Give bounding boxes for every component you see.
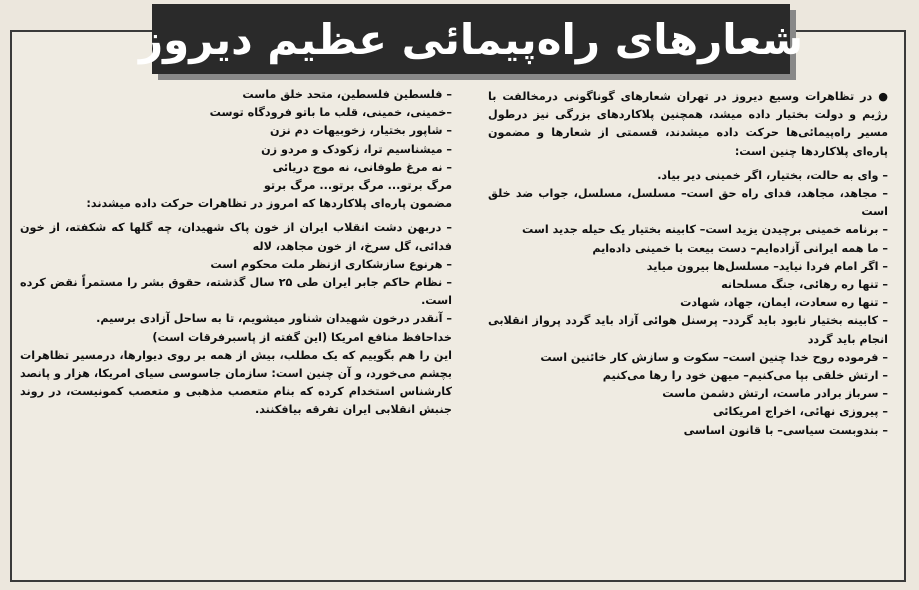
slogan-item: – پیروزی نهائی، اخراج امریکائی xyxy=(712,405,888,419)
slogan-item: مرگ برتو... مرگ برتو... مرگ برتو xyxy=(263,179,452,193)
slogan-item: – اگر امام فردا نیاید– مسلسل‌ها بیرون میاید xyxy=(646,259,888,273)
left-column xyxy=(20,86,452,420)
placard-item: – دربهن دشت انقلاب ایران از خون پاک شهیدان، چه گلها که شکفته، از خون فدائی، گل سرخ، از خون مجاهد، لاله xyxy=(20,221,452,253)
slogan-item: –خمینی، خمینی، قلب ما باتو فرودگاه توست xyxy=(209,106,452,120)
intro-paragraph: ● در تظاهرات وسیع دیروز در تهران شعارهای گوناگونی درمخالفت با رژیم و دولت بختیار داده میشد، همچنین پلاکاردهای بزرگی نیز درطول مسیر راه‌پیمائی‌ها حرکت داده میشدند، قسمتی از شعارها و مضمون پاره‌ای پلاکاردها چنین است: xyxy=(488,90,888,158)
slogan-item: – برنامه خمینی برچیدن یزید است– کابینه بختیار یک حیله جدید است xyxy=(522,223,888,237)
slogan-item: – میشناسیم ترا، زکودک و مردو زن xyxy=(261,142,452,156)
right-column xyxy=(488,88,888,440)
placard-item: – آنقدر درخون شهیدان شناور میشویم، تا به ساحل آزادی برسیم. xyxy=(96,312,452,326)
placards-intro: مضمون پاره‌ای پلاکاردها که امروز در تظاهرات حرکت داده میشدند: xyxy=(86,197,452,211)
slogan-item: – فرموده روح خدا چنین است– سکوت و سازش کار خائنین است xyxy=(540,350,888,364)
slogan-item: – شاپور بختیار، زخوبیهات دم نزن xyxy=(270,124,452,138)
headline-banner xyxy=(138,4,804,74)
slogan-item: – بندوبست سیاسی– با قانون اساسی xyxy=(683,423,888,437)
slogan-item: – تنها ره سعادت، ایمان، جهاد، شهادت xyxy=(680,296,888,310)
slogan-item: – وای به حالت، بختیار، اگر خمینی دیر بیاد. xyxy=(657,168,888,182)
slogan-item: – مجاهد، مجاهد، فدای راه حق است– مسلسل، مسلسل، جواب ضد خلق است xyxy=(488,187,888,219)
slogan-item: – تنها ره رهائی، جنگ مسلحانه xyxy=(721,278,888,292)
slogan-item: – نه مرغ طوفانی، نه موج دریائی xyxy=(272,160,452,174)
placard-item: – نظام حاکم جابر ایران طی ۲۵ سال گذشته، حقوق بشر را مستمراً نقض کرده است. xyxy=(20,276,452,308)
slogan-item: – کابینه بختیار نابود باید گردد– پرسنل هوائی آزاد باید گردد پرواز انقلابی انجام باید گردد xyxy=(488,314,888,346)
slogan-item: – سرباز برادر ماست، ارتش دشمن ماست xyxy=(662,387,888,401)
placard-item: – هرنوع سازشکاری ازنظر ملت محکوم است xyxy=(210,257,452,271)
headline: شعارهای راه‌پیمائی عظیم دیروز xyxy=(138,14,804,64)
slogan-item: – ارتش خلقی بپا می‌کنیم– میهن خود را رها می‌کنیم xyxy=(602,369,888,383)
placard-item: خداحافظ منافع امریکا (این گفته از پاسبرفرقات است) xyxy=(152,330,452,344)
slogan-item: – ما همه ایرانی آزاده‌ایم– دست بیعت با خمینی داده‌ایم xyxy=(592,241,888,255)
slogan-item: – فلسطین فلسطین، متحد خلق ماست xyxy=(242,88,452,101)
closing-paragraph: این را هم بگوییم که یک مطلب، بیش از همه بر روی دیوارها، درمسیر تظاهرات بچشم می‌خورد، و آن چنین است: سازمان جاسوسی سیای امریکا، هزار و پانصد کارشناس استخدام کرده که بنام متعصب مذهبی و متعصب کمونیست، در روند جنبش انقلابی ایران تفرقه بیافکنند. xyxy=(20,348,452,417)
